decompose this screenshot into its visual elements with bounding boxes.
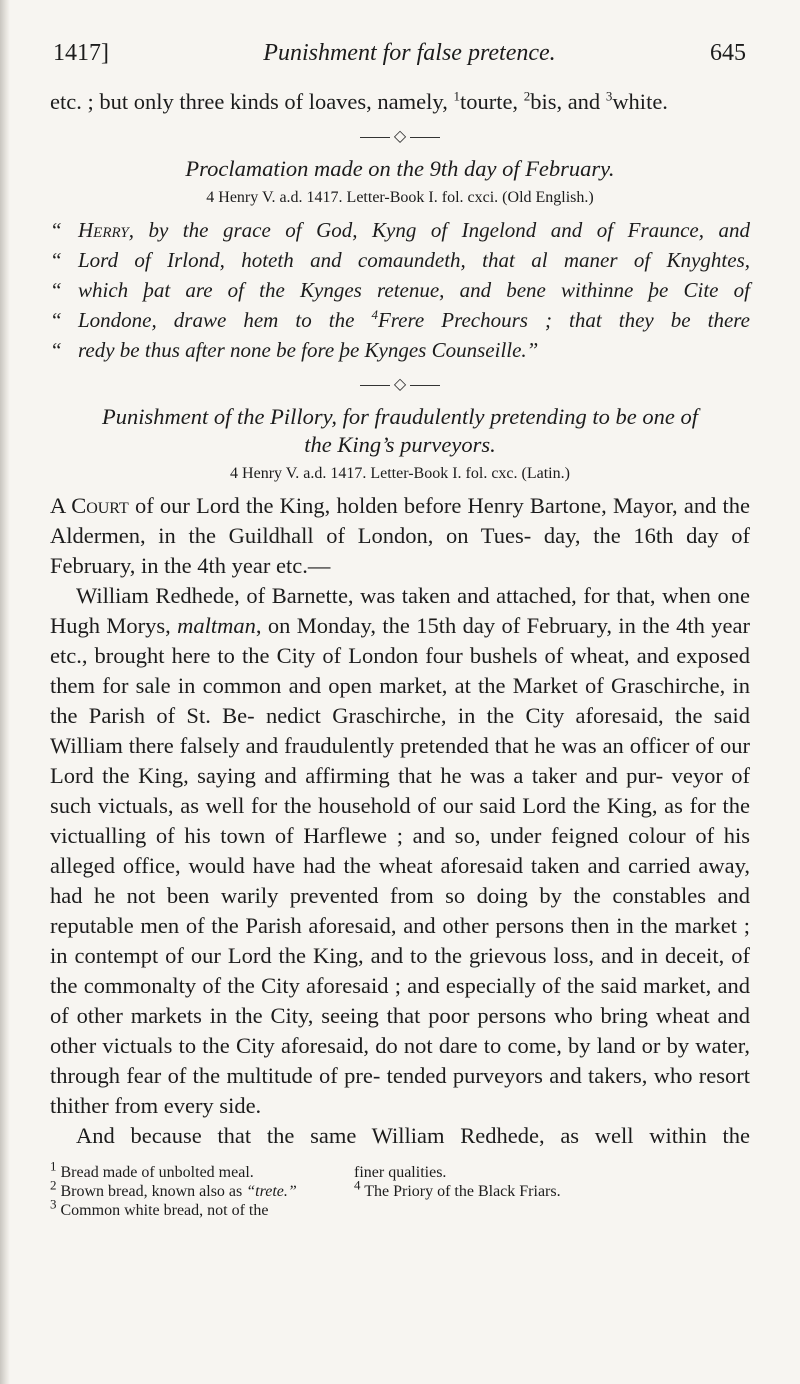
proclamation-line: Londone, drawe hem to the $^4$Frere Prechours ; that they be there bbox=[78, 307, 750, 332]
redhede-paragraph: William Redhede, of Barnette, was taken and attached, for that, when one Hugh Morys, maltman, on Monday, the 15th day of February, in the 4th year etc., brought here to the City of London four bushels of wheat, and exposed them for sale in common and open market, at the Market of Graschirche, in the Parish of St. Be- nedict Graschirche, in the City aforesaid, the said William there falsely and fraudulently pretended that he was an officer of our Lord the King, saying and affirming that he was a taker and pur- veyor of such victuals, as well for the household of our said Lord the King, as for the victualling of his town of Harflewe ; and so, under feigned colour of his alleged office, would have had the wheat aforesaid taken and carried away, had he not been warily prevented from so doing by the constables and reputable men of the Parish aforesaid, and other persons then in the market ; in contempt of our Lord the King, and to the grievous loss, and in deceit, of the commonalty of the City aforesaid ; and especially of the said market, and of other markets in the City, seeing that poor persons who bring wheat and other victuals to the City aforesaid, do not dare to come, by land or by water, through fear of the multitude of pre- tended purveyors and takers, who resort thither from every side. bbox=[50, 583, 750, 1118]
proclamation-text: “ Herry, by the grace of God, Kyng of Ingelond and of Fraunce, and “ Lord of Irlond, hoteth and comaundeth, that al maner of Knyghtes, “ which þat are of the Kynges retenue, and bene withinne þe Cite of “ Londone, drawe hem to the $^4$Frere Prechours ; that they be there “ redy be thus after none be fore þe Kynges Counseille.” bbox=[50, 215, 750, 365]
proclamation-line: Herry, by the grace of God, Kyng of Ingelond and of Fraunce, and bbox=[78, 218, 750, 242]
pillory-heading-line2: the King’s purveyors. bbox=[304, 432, 496, 457]
header-year: 1417] bbox=[53, 40, 109, 66]
court-paragraph: A Court of our Lord the King, holden before Henry Bartone, Mayor, and the Aldermen, in the Guildhall of London, on Tues- day, the 16th day of February, in the 4th year etc.— bbox=[50, 493, 750, 578]
footnote-3: $^3$ Common white bread, not of the bbox=[50, 1196, 269, 1219]
page-gutter-shadow bbox=[0, 0, 10, 1384]
ornament-icon: ◇ bbox=[393, 128, 407, 145]
proclamation-line: redy be thus after none be fore þe Kynges Counseille.” bbox=[78, 338, 539, 362]
footnote-1: $^1$ Bread made of unbolted meal. bbox=[50, 1158, 254, 1181]
intro-paragraph: etc. ; but only three kinds of loaves, namely, $^1$tourte, $^2$bis, and $^3$white. bbox=[50, 88, 668, 114]
footnote-4: $^4$ The Priory of the Black Friars. bbox=[354, 1177, 561, 1200]
because-paragraph: And because that the same William Redhede, as well within the bbox=[76, 1123, 750, 1148]
pillory-heading-line1: Punishment of the Pillory, for fraudulently pretending to be one of bbox=[102, 404, 698, 429]
book-page bbox=[50, 40, 750, 1220]
running-header bbox=[50, 40, 750, 67]
proclamation-line: Lord of Irlond, hoteth and comaundeth, that al maner of Knyghtes, bbox=[78, 248, 750, 272]
footnote-mark-3: 3 bbox=[605, 88, 613, 104]
footnote-2: $^2$ Brown bread, known also as “trete.” bbox=[50, 1177, 297, 1200]
footnote-mark-2: 2 bbox=[523, 88, 531, 104]
proclamation-line: which þat are of the Kynges retenue, and bene withinne þe Cite of bbox=[78, 278, 750, 302]
proclamation-reference: 4 Henry V. a.d. 1417. Letter-Book I. fol. cxci. (Old English.) bbox=[206, 189, 594, 206]
ornament-icon: ◇ bbox=[393, 376, 407, 393]
pillory-reference: 4 Henry V. a.d. 1417. Letter-Book I. fol. cxc. (Latin.) bbox=[230, 465, 570, 482]
footnote-mark-1: 1 bbox=[453, 88, 460, 104]
footnotes bbox=[50, 1158, 750, 1220]
header-title: Punishment for false pretence. bbox=[263, 40, 556, 66]
footnote-mark-4: 4 bbox=[371, 307, 378, 322]
page-number: 645 bbox=[709, 40, 746, 66]
proclamation-heading: Proclamation made on the 9th day of February. bbox=[185, 156, 615, 181]
section-divider bbox=[50, 127, 750, 147]
section-divider bbox=[50, 375, 750, 395]
footnote-3-continued: finer qualities. bbox=[354, 1164, 447, 1181]
